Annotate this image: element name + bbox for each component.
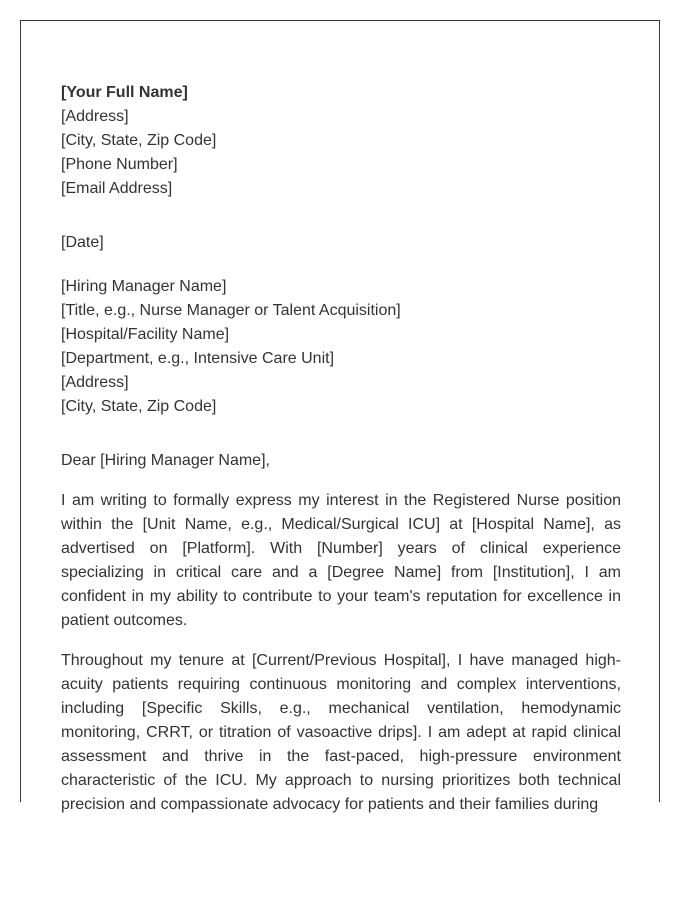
sender-city-state-zip: [City, State, Zip Code] bbox=[61, 132, 217, 149]
recipient-facility: [Hospital/Facility Name] bbox=[61, 326, 230, 343]
letter-content bbox=[61, 81, 621, 817]
sender-phone: [Phone Number] bbox=[61, 156, 178, 173]
sender-address: [Address] bbox=[61, 108, 129, 125]
letter-page bbox=[20, 20, 660, 813]
recipient-department: [Department, e.g., Intensive Care Unit] bbox=[61, 350, 335, 367]
date-block bbox=[61, 231, 621, 255]
recipient-block bbox=[61, 275, 621, 419]
sender-email: [Email Address] bbox=[61, 180, 173, 197]
salutation-block bbox=[61, 449, 621, 473]
sender-block bbox=[61, 81, 621, 201]
recipient-address: [Address] bbox=[61, 374, 129, 391]
recipient-name: [Hiring Manager Name] bbox=[61, 278, 227, 295]
sender-name: [Your Full Name] bbox=[61, 84, 188, 101]
recipient-city-state-zip: [City, State, Zip Code] bbox=[61, 398, 217, 415]
letter-date: [Date] bbox=[61, 234, 104, 251]
body-paragraph-2: Throughout my tenure at [Current/Previous Hospital], I have managed high-acuity patients requiring continuous monitoring and complex interventions, including [Specific Skills, e.g., mechanical ventilation, hemodynamic monitoring, CRRT, or titration of vasoactive drips]. I am adept at rapid clinical assessment and thrive in the fast-paced, high-pressure environment characteristic of the ICU. My approach to nursing prioritizes both technical precision and compassionate advocacy for patients and their families during bbox=[61, 652, 621, 813]
recipient-title: [Title, e.g., Nurse Manager or Talent Acquisition] bbox=[61, 302, 401, 319]
salutation: Dear [Hiring Manager Name], bbox=[61, 452, 270, 469]
body-paragraph-1: I am writing to formally express my interest in the Registered Nurse position within the [Unit Name, e.g., Medical/Surgical ICU] at [Hospital Name], as advertised on [Platform]. With [Number] years of clinical experience specializing in critical care and a [Degree Name] from [Institution], I am confident in my ability to contribute to your team's reputation for excellence in patient outcomes. bbox=[61, 492, 621, 629]
